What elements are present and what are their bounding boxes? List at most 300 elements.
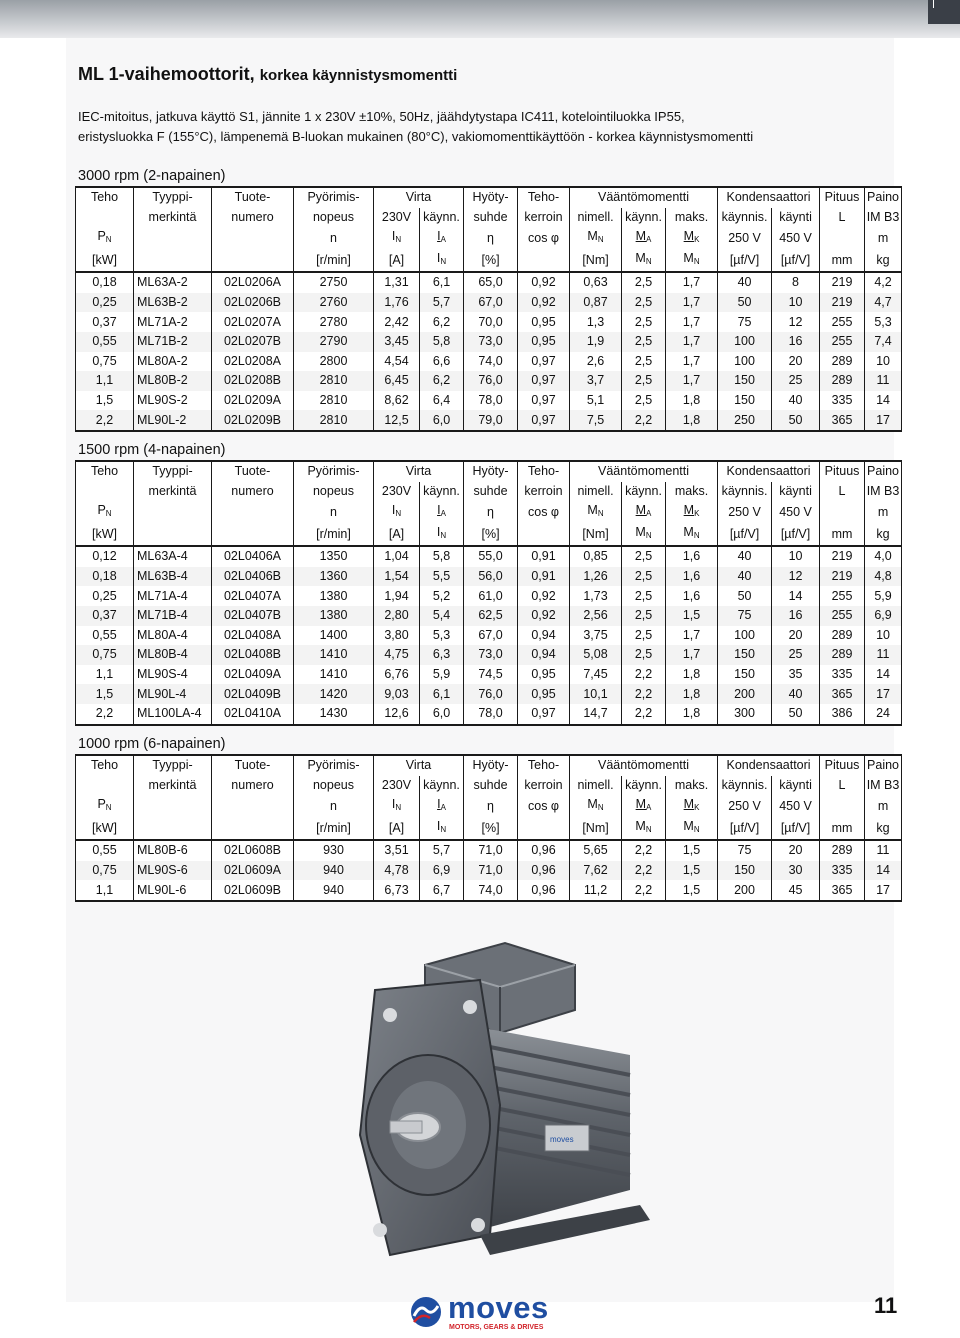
header-label: [A] bbox=[388, 526, 405, 541]
table-cell: 8,62 bbox=[374, 391, 420, 411]
symbol bbox=[683, 525, 699, 539]
table-cell: 40 bbox=[772, 684, 820, 704]
table-cell: 1380 bbox=[294, 586, 374, 606]
header-label: Teho- bbox=[527, 758, 560, 773]
table-cell: 16 bbox=[772, 332, 820, 352]
table-cell: 1,5 bbox=[76, 391, 134, 411]
table-cell: 2,42 bbox=[374, 312, 420, 332]
header-cell bbox=[464, 755, 518, 776]
table-cell: 3,51 bbox=[374, 840, 420, 861]
table-cell: 150 bbox=[718, 371, 772, 391]
header-cell bbox=[622, 208, 666, 228]
table-cell: 02L0409A bbox=[212, 665, 294, 685]
table-row bbox=[76, 410, 902, 431]
header-cell bbox=[570, 776, 622, 796]
header-label: n bbox=[330, 230, 337, 245]
table-cell: 7,5 bbox=[570, 410, 622, 431]
header-cell bbox=[464, 187, 518, 208]
symbol-base: I bbox=[437, 229, 441, 244]
header-label: [r/min] bbox=[316, 820, 351, 835]
table-cell: 12,6 bbox=[374, 704, 420, 725]
table-cell: 1,04 bbox=[374, 546, 420, 567]
table-cell: 0,18 bbox=[76, 567, 134, 587]
table-cell: 2,2 bbox=[76, 410, 134, 431]
symbol-subscript: N bbox=[693, 257, 700, 267]
header-label: maks. bbox=[674, 209, 709, 224]
header-cell bbox=[76, 461, 134, 482]
header-cell bbox=[820, 501, 865, 523]
table-cell: 200 bbox=[718, 880, 772, 901]
header-label: kerroin bbox=[524, 209, 563, 224]
header-cell bbox=[212, 817, 294, 840]
table-cell: 1,8 bbox=[666, 391, 718, 411]
header-cell bbox=[820, 523, 865, 546]
header-cell bbox=[518, 249, 570, 272]
table-cell: 11 bbox=[865, 840, 902, 861]
table-cell: 255 bbox=[820, 312, 865, 332]
symbol-base: M bbox=[683, 229, 695, 244]
table-cell: 02L0206B bbox=[212, 293, 294, 313]
table-cell: ML90L-2 bbox=[134, 410, 212, 431]
header-label: käynn. bbox=[625, 483, 662, 498]
header-cell bbox=[518, 755, 570, 776]
table-cell: 300 bbox=[718, 704, 772, 725]
top-decor-band bbox=[0, 0, 960, 38]
table-cell: 02L0409B bbox=[212, 684, 294, 704]
header-cell bbox=[134, 482, 212, 502]
table-cell: 73,0 bbox=[464, 645, 518, 665]
table-cell: 5,08 bbox=[570, 645, 622, 665]
header-cell bbox=[76, 187, 134, 208]
table-cell: 2,2 bbox=[622, 840, 666, 861]
table-cell: 200 bbox=[718, 684, 772, 704]
header-cell bbox=[518, 461, 570, 482]
symbol-base: M bbox=[683, 251, 694, 266]
table-row bbox=[76, 645, 902, 665]
header-cell bbox=[820, 776, 865, 796]
table-cell: 50 bbox=[718, 586, 772, 606]
header-cell bbox=[420, 249, 464, 272]
table-cell: 0,91 bbox=[518, 546, 570, 567]
table-cell: 02L0406A bbox=[212, 546, 294, 567]
table-cell: 0,96 bbox=[518, 861, 570, 881]
table-cell: 74,5 bbox=[464, 665, 518, 685]
header-label: L bbox=[838, 483, 846, 498]
header-cell bbox=[820, 817, 865, 840]
table-cell: 6,2 bbox=[420, 371, 464, 391]
header-label: merkintä bbox=[148, 483, 197, 498]
symbol bbox=[684, 797, 700, 811]
brand-tagline: MOTORS, GEARS & DRIVES bbox=[449, 1324, 544, 1331]
table-cell: 1,9 bbox=[570, 332, 622, 352]
header-label: maks. bbox=[674, 777, 709, 792]
table-cell: 2,2 bbox=[622, 665, 666, 685]
header-cell bbox=[212, 755, 294, 776]
header-cell bbox=[570, 461, 718, 482]
table-cell: 17 bbox=[865, 684, 902, 704]
header-label: IM B3 bbox=[866, 209, 900, 224]
table-cell: 2,5 bbox=[622, 391, 666, 411]
header-cell bbox=[518, 501, 570, 523]
section-title-3000rpm: 3000 rpm (2-napainen) bbox=[78, 168, 226, 184]
table-cell: 14,7 bbox=[570, 704, 622, 725]
table-cell: 02L0406B bbox=[212, 567, 294, 587]
table-cell: 1,6 bbox=[666, 567, 718, 587]
table-cell: 7,4 bbox=[865, 332, 902, 352]
table-cell: 76,0 bbox=[464, 684, 518, 704]
spec-table-1000rpm bbox=[75, 754, 902, 902]
header-cell bbox=[464, 776, 518, 796]
header-label: Pyörimis- bbox=[307, 758, 360, 773]
table-cell: 6,9 bbox=[420, 861, 464, 881]
header-label: merkintä bbox=[148, 777, 197, 792]
header-label: 450 V bbox=[779, 798, 812, 813]
header-label: Pituus bbox=[824, 464, 860, 479]
header-label: n bbox=[330, 504, 337, 519]
table-cell: 50 bbox=[718, 293, 772, 313]
header-cell bbox=[666, 249, 718, 272]
header-cell bbox=[212, 523, 294, 546]
header-label: Pituus bbox=[824, 758, 860, 773]
header-cell bbox=[865, 501, 902, 523]
table-cell: 1,8 bbox=[666, 704, 718, 725]
header-row bbox=[76, 795, 902, 817]
table-cell: 2,6 bbox=[570, 352, 622, 372]
section-title-1500rpm: 1500 rpm (4-napainen) bbox=[78, 442, 226, 458]
header-label: kerroin bbox=[524, 777, 563, 792]
header-label: käynnis. bbox=[721, 777, 768, 792]
table-cell: 62,5 bbox=[464, 606, 518, 626]
table-cell: 2,5 bbox=[622, 371, 666, 391]
header-label: [%] bbox=[481, 252, 500, 267]
header-label: Kondensaattori bbox=[726, 190, 811, 205]
symbol-base: I bbox=[391, 229, 396, 244]
table-cell: ML90S-2 bbox=[134, 391, 212, 411]
header-label: numero bbox=[231, 483, 274, 498]
table-cell: 2,5 bbox=[622, 272, 666, 293]
table-cell: 255 bbox=[820, 606, 865, 626]
header-label: cos φ bbox=[528, 798, 560, 813]
header-label: IM B3 bbox=[866, 483, 900, 498]
table-cell: 365 bbox=[820, 410, 865, 431]
header-label: [A] bbox=[388, 252, 405, 267]
symbol-base: M bbox=[635, 797, 647, 812]
header-row bbox=[76, 208, 902, 228]
table-cell: 0,75 bbox=[76, 861, 134, 881]
header-label: nopeus bbox=[312, 483, 354, 498]
header-label: Teho bbox=[90, 190, 119, 205]
table-row bbox=[76, 371, 902, 391]
symbol bbox=[437, 251, 446, 265]
header-label: 250 V bbox=[728, 504, 761, 519]
header-cell bbox=[294, 817, 374, 840]
table-cell: 6,4 bbox=[420, 391, 464, 411]
header-label: Paino bbox=[867, 190, 900, 205]
header-label: η bbox=[487, 798, 494, 813]
table-cell: 35 bbox=[772, 665, 820, 685]
header-cell bbox=[570, 795, 622, 817]
table-cell: 219 bbox=[820, 293, 865, 313]
header-cell bbox=[134, 755, 212, 776]
table-cell: 289 bbox=[820, 645, 865, 665]
symbol-subscript: N bbox=[597, 235, 604, 245]
table-cell: 5,8 bbox=[420, 546, 464, 567]
table-cell: 1400 bbox=[294, 626, 374, 646]
table-cell: 0,94 bbox=[518, 626, 570, 646]
table-cell: 75 bbox=[718, 840, 772, 861]
table-cell: 6,9 bbox=[865, 606, 902, 626]
table-cell: 0,97 bbox=[518, 371, 570, 391]
header-label: merkintä bbox=[148, 209, 197, 224]
table-cell: 0,95 bbox=[518, 312, 570, 332]
table-cell: 289 bbox=[820, 840, 865, 861]
header-label: Tuote- bbox=[234, 190, 271, 205]
symbol bbox=[587, 797, 603, 811]
header-cell bbox=[772, 482, 820, 502]
symbol-subscript: N bbox=[105, 235, 112, 245]
table-cell: 02L0207A bbox=[212, 312, 294, 332]
header-cell bbox=[134, 523, 212, 546]
header-label: [kW] bbox=[92, 820, 117, 835]
header-cell bbox=[622, 227, 666, 249]
symbol bbox=[97, 229, 111, 243]
table-cell: 10,1 bbox=[570, 684, 622, 704]
table-cell: 4,2 bbox=[865, 272, 902, 293]
table-cell: 17 bbox=[865, 410, 902, 431]
table-cell: ML80B-4 bbox=[134, 645, 212, 665]
table-cell: 0,85 bbox=[570, 546, 622, 567]
table-cell: 5,3 bbox=[420, 626, 464, 646]
table-cell: 5,2 bbox=[420, 586, 464, 606]
header-cell bbox=[865, 227, 902, 249]
symbol-base: P bbox=[97, 229, 106, 244]
header-cell bbox=[294, 795, 374, 817]
header-label: 250 V bbox=[728, 798, 761, 813]
table-cell: ML71B-4 bbox=[134, 606, 212, 626]
header-label: Virta bbox=[405, 758, 432, 773]
table-cell: 6,3 bbox=[420, 645, 464, 665]
table-row bbox=[76, 840, 902, 861]
header-cell bbox=[212, 461, 294, 482]
header-cell bbox=[464, 817, 518, 840]
header-cell bbox=[518, 817, 570, 840]
table-cell: 20 bbox=[772, 352, 820, 372]
header-cell bbox=[420, 482, 464, 502]
header-cell bbox=[518, 482, 570, 502]
table-cell: 2,5 bbox=[622, 645, 666, 665]
header-label: suhde bbox=[473, 777, 508, 792]
table-cell: 255 bbox=[820, 332, 865, 352]
table-cell: 16 bbox=[772, 606, 820, 626]
table-cell: 0,97 bbox=[518, 410, 570, 431]
table-cell: 11 bbox=[865, 371, 902, 391]
table-cell: 0,92 bbox=[518, 586, 570, 606]
header-cell bbox=[76, 755, 134, 776]
table-cell: 1,7 bbox=[666, 332, 718, 352]
header-label: Tyyppi- bbox=[152, 190, 193, 205]
header-cell bbox=[212, 227, 294, 249]
header-cell bbox=[294, 227, 374, 249]
header-cell bbox=[420, 208, 464, 228]
table-cell: ML80A-2 bbox=[134, 352, 212, 372]
header-cell bbox=[464, 523, 518, 546]
table-row bbox=[76, 704, 902, 725]
table-cell: 50 bbox=[772, 410, 820, 431]
symbol-subscript: N bbox=[693, 825, 700, 835]
header-cell bbox=[570, 227, 622, 249]
symbol bbox=[392, 797, 401, 811]
table-cell: ML71B-2 bbox=[134, 332, 212, 352]
table-row bbox=[76, 352, 902, 372]
page-title bbox=[78, 64, 457, 85]
table-cell: 75 bbox=[718, 606, 772, 626]
header-cell bbox=[570, 187, 718, 208]
table-cell: 219 bbox=[820, 546, 865, 567]
table-cell: 0,97 bbox=[518, 391, 570, 411]
symbol-subscript: N bbox=[597, 509, 604, 519]
header-label: käynnis. bbox=[721, 209, 768, 224]
header-cell bbox=[865, 795, 902, 817]
table-cell: 5,8 bbox=[420, 332, 464, 352]
table-cell: 6,2 bbox=[420, 312, 464, 332]
table-cell: ML90S-4 bbox=[134, 665, 212, 685]
header-cell bbox=[820, 249, 865, 272]
symbol bbox=[437, 819, 446, 833]
table-cell: 74,0 bbox=[464, 352, 518, 372]
table-cell: 1,3 bbox=[570, 312, 622, 332]
table-cell: 02L0608B bbox=[212, 840, 294, 861]
header-cell bbox=[212, 795, 294, 817]
symbol-subscript: A bbox=[646, 509, 652, 519]
table-cell: 02L0408B bbox=[212, 645, 294, 665]
header-row bbox=[76, 249, 902, 272]
table-cell: 71,0 bbox=[464, 840, 518, 861]
header-label: kerroin bbox=[524, 483, 563, 498]
table-cell: 1420 bbox=[294, 684, 374, 704]
table-cell: 2810 bbox=[294, 371, 374, 391]
title-subtitle: korkea käynnistysmomentti bbox=[259, 67, 458, 84]
header-label: Pyörimis- bbox=[307, 190, 360, 205]
table-cell: 0,37 bbox=[76, 312, 134, 332]
table-cell: 289 bbox=[820, 371, 865, 391]
table-cell: 2,2 bbox=[622, 880, 666, 901]
symbol-base: M bbox=[635, 819, 646, 834]
table-cell: 2,5 bbox=[622, 606, 666, 626]
header-cell bbox=[374, 817, 420, 840]
header-cell bbox=[76, 795, 134, 817]
table-cell: 1410 bbox=[294, 645, 374, 665]
header-cell bbox=[666, 795, 718, 817]
table-cell: 0,95 bbox=[518, 332, 570, 352]
symbol bbox=[97, 797, 111, 811]
table-cell: 0,95 bbox=[518, 665, 570, 685]
table-cell: 12 bbox=[772, 312, 820, 332]
symbol-base: M bbox=[587, 797, 598, 812]
header-label: käynn. bbox=[625, 777, 662, 792]
header-label: Hyöty- bbox=[472, 464, 509, 479]
header-cell bbox=[420, 776, 464, 796]
symbol-subscript: N bbox=[645, 825, 652, 835]
table-cell: 40 bbox=[718, 567, 772, 587]
header-cell bbox=[865, 461, 902, 482]
header-cell bbox=[134, 795, 212, 817]
top-corner-tick bbox=[933, 0, 934, 8]
table-cell: 4,0 bbox=[865, 546, 902, 567]
header-cell bbox=[718, 523, 772, 546]
header-cell bbox=[570, 817, 622, 840]
table-cell: 6,76 bbox=[374, 665, 420, 685]
header-cell bbox=[76, 776, 134, 796]
table-cell: 1,7 bbox=[666, 626, 718, 646]
table-cell: 1,8 bbox=[666, 410, 718, 431]
header-row bbox=[76, 755, 902, 776]
header-label: Pyörimis- bbox=[307, 464, 360, 479]
table-cell: 1,7 bbox=[666, 312, 718, 332]
table-cell: 17 bbox=[865, 880, 902, 901]
table-cell: 67,0 bbox=[464, 293, 518, 313]
symbol-base: I bbox=[391, 503, 396, 518]
table-cell: 6,73 bbox=[374, 880, 420, 901]
table-cell: 74,0 bbox=[464, 880, 518, 901]
symbol-base: M bbox=[683, 797, 695, 812]
table-cell: 02L0209A bbox=[212, 391, 294, 411]
header-cell bbox=[518, 208, 570, 228]
header-cell bbox=[374, 249, 420, 272]
header-cell bbox=[212, 249, 294, 272]
header-label: n bbox=[330, 798, 337, 813]
table-cell: 67,0 bbox=[464, 626, 518, 646]
header-cell bbox=[666, 523, 718, 546]
symbol-subscript: N bbox=[105, 509, 112, 519]
table-cell: ML63B-4 bbox=[134, 567, 212, 587]
header-cell bbox=[212, 208, 294, 228]
symbol-base: I bbox=[437, 797, 441, 812]
header-row bbox=[76, 187, 902, 208]
table-cell: 2,2 bbox=[622, 410, 666, 431]
header-cell bbox=[622, 795, 666, 817]
symbol-base: I bbox=[436, 525, 441, 540]
table-cell: 12 bbox=[772, 567, 820, 587]
moves-logo-icon bbox=[410, 1296, 442, 1328]
table-cell: 14 bbox=[865, 665, 902, 685]
header-cell bbox=[212, 187, 294, 208]
header-label: 450 V bbox=[779, 504, 812, 519]
symbol-subscript: A bbox=[646, 235, 652, 245]
header-label: suhde bbox=[473, 209, 508, 224]
header-cell bbox=[294, 776, 374, 796]
symbol-base: M bbox=[683, 525, 694, 540]
table-cell: 1,7 bbox=[666, 352, 718, 372]
header-cell bbox=[76, 249, 134, 272]
table-cell: 940 bbox=[294, 880, 374, 901]
table-cell: 250 bbox=[718, 410, 772, 431]
table-cell: 0,25 bbox=[76, 293, 134, 313]
table-cell: 1,73 bbox=[570, 586, 622, 606]
table-cell: 0,96 bbox=[518, 880, 570, 901]
symbol-base: M bbox=[635, 251, 646, 266]
header-label: Teho bbox=[90, 464, 119, 479]
symbol bbox=[635, 251, 651, 265]
table-cell: 100 bbox=[718, 332, 772, 352]
table-cell: ML80B-6 bbox=[134, 840, 212, 861]
symbol bbox=[392, 503, 401, 517]
header-cell bbox=[772, 249, 820, 272]
table-cell: 0,55 bbox=[76, 332, 134, 352]
header-cell bbox=[772, 795, 820, 817]
header-label: nimell. bbox=[577, 483, 614, 498]
table-cell: 6,1 bbox=[420, 272, 464, 293]
symbol-subscript: N bbox=[440, 825, 447, 835]
